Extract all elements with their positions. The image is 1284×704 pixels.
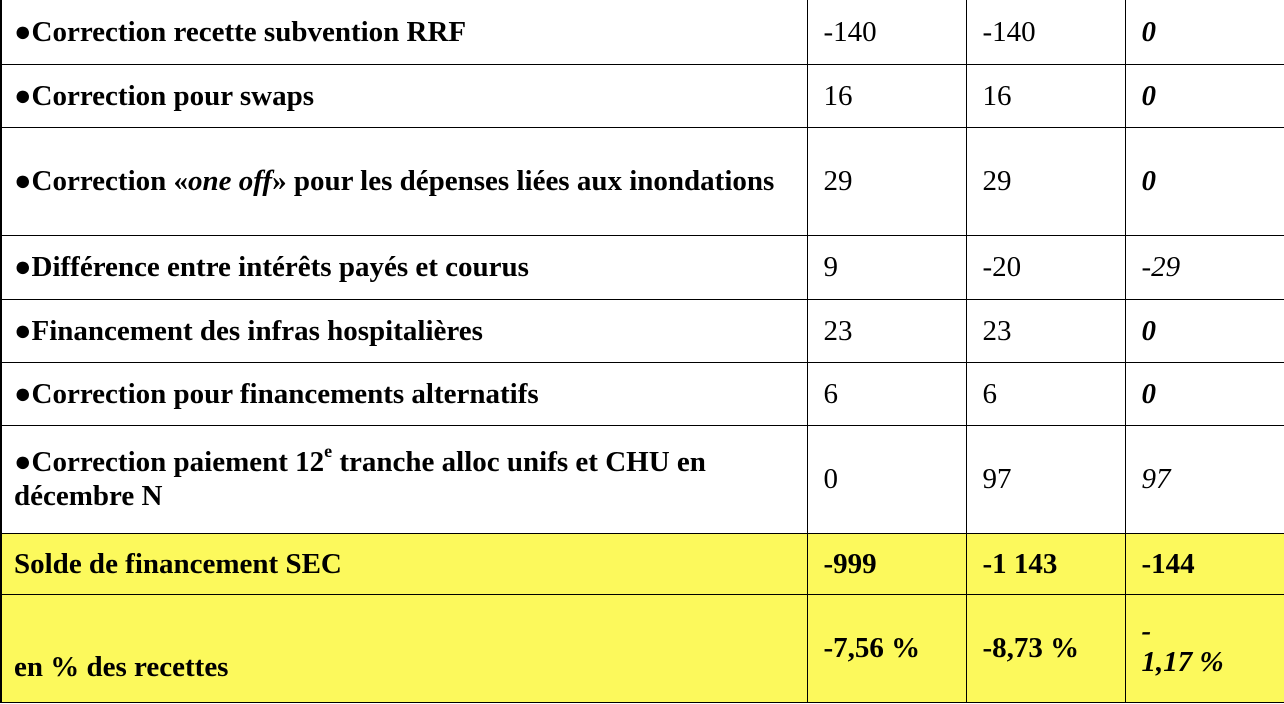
row-label: ●Correction recette subvention RRF [1,0,807,64]
value-b: -140 [966,0,1125,64]
table-row [1,64,1284,127]
solde-delta: -144 [1125,533,1284,594]
value-a: 0 [807,425,966,533]
delta-value: 0 [1125,0,1284,64]
row-label: ●Correction pour swaps [1,64,807,127]
table-row [1,299,1284,362]
italic-term: one off [188,165,273,197]
delta-value: 0 [1125,362,1284,425]
delta-value: 0 [1125,299,1284,362]
pct-b: -8,73 % [966,594,1125,702]
pct-delta [1125,594,1284,702]
solde-b: -1 143 [966,533,1125,594]
row-label: ●Correction pour financements alternatifs [1,362,807,425]
pct-label: en % des recettes [1,594,807,702]
value-b: 23 [966,299,1125,362]
pct-row [1,594,1284,702]
superscript: e [324,441,333,462]
pct-delta-value: 1,17 % [1141,646,1224,678]
value-a: -140 [807,0,966,64]
row-label: ●Différence entre intérêts payés et courus [1,235,807,299]
table-row [1,235,1284,299]
delta-value: 0 [1125,64,1284,127]
table-row [1,127,1284,235]
value-a: 6 [807,362,966,425]
value-b: 6 [966,362,1125,425]
table-row [1,0,1284,64]
value-b: 29 [966,127,1125,235]
pct-delta-dash: - [1141,615,1152,647]
row-label: ●Financement des infras hospitalières [1,299,807,362]
solde-label: Solde de financement SEC [1,533,807,594]
value-a: 23 [807,299,966,362]
value-b: -20 [966,235,1125,299]
value-b: 16 [966,64,1125,127]
table-row [1,362,1284,425]
table-row [1,425,1284,533]
delta-value: 0 [1125,127,1284,235]
delta-value: -29 [1125,235,1284,299]
value-a: 29 [807,127,966,235]
value-a: 16 [807,64,966,127]
value-b: 97 [966,425,1125,533]
value-a: 9 [807,235,966,299]
solde-a: -999 [807,533,966,594]
solde-row [1,533,1284,594]
row-label: ●Correction paiement 12e tranche alloc unifs et CHU en décembre N [1,425,807,533]
delta-value: 97 [1125,425,1284,533]
row-label: ●Correction «one off» pour les dépenses liées aux inondations [1,127,807,235]
pct-a: -7,56 % [807,594,966,702]
